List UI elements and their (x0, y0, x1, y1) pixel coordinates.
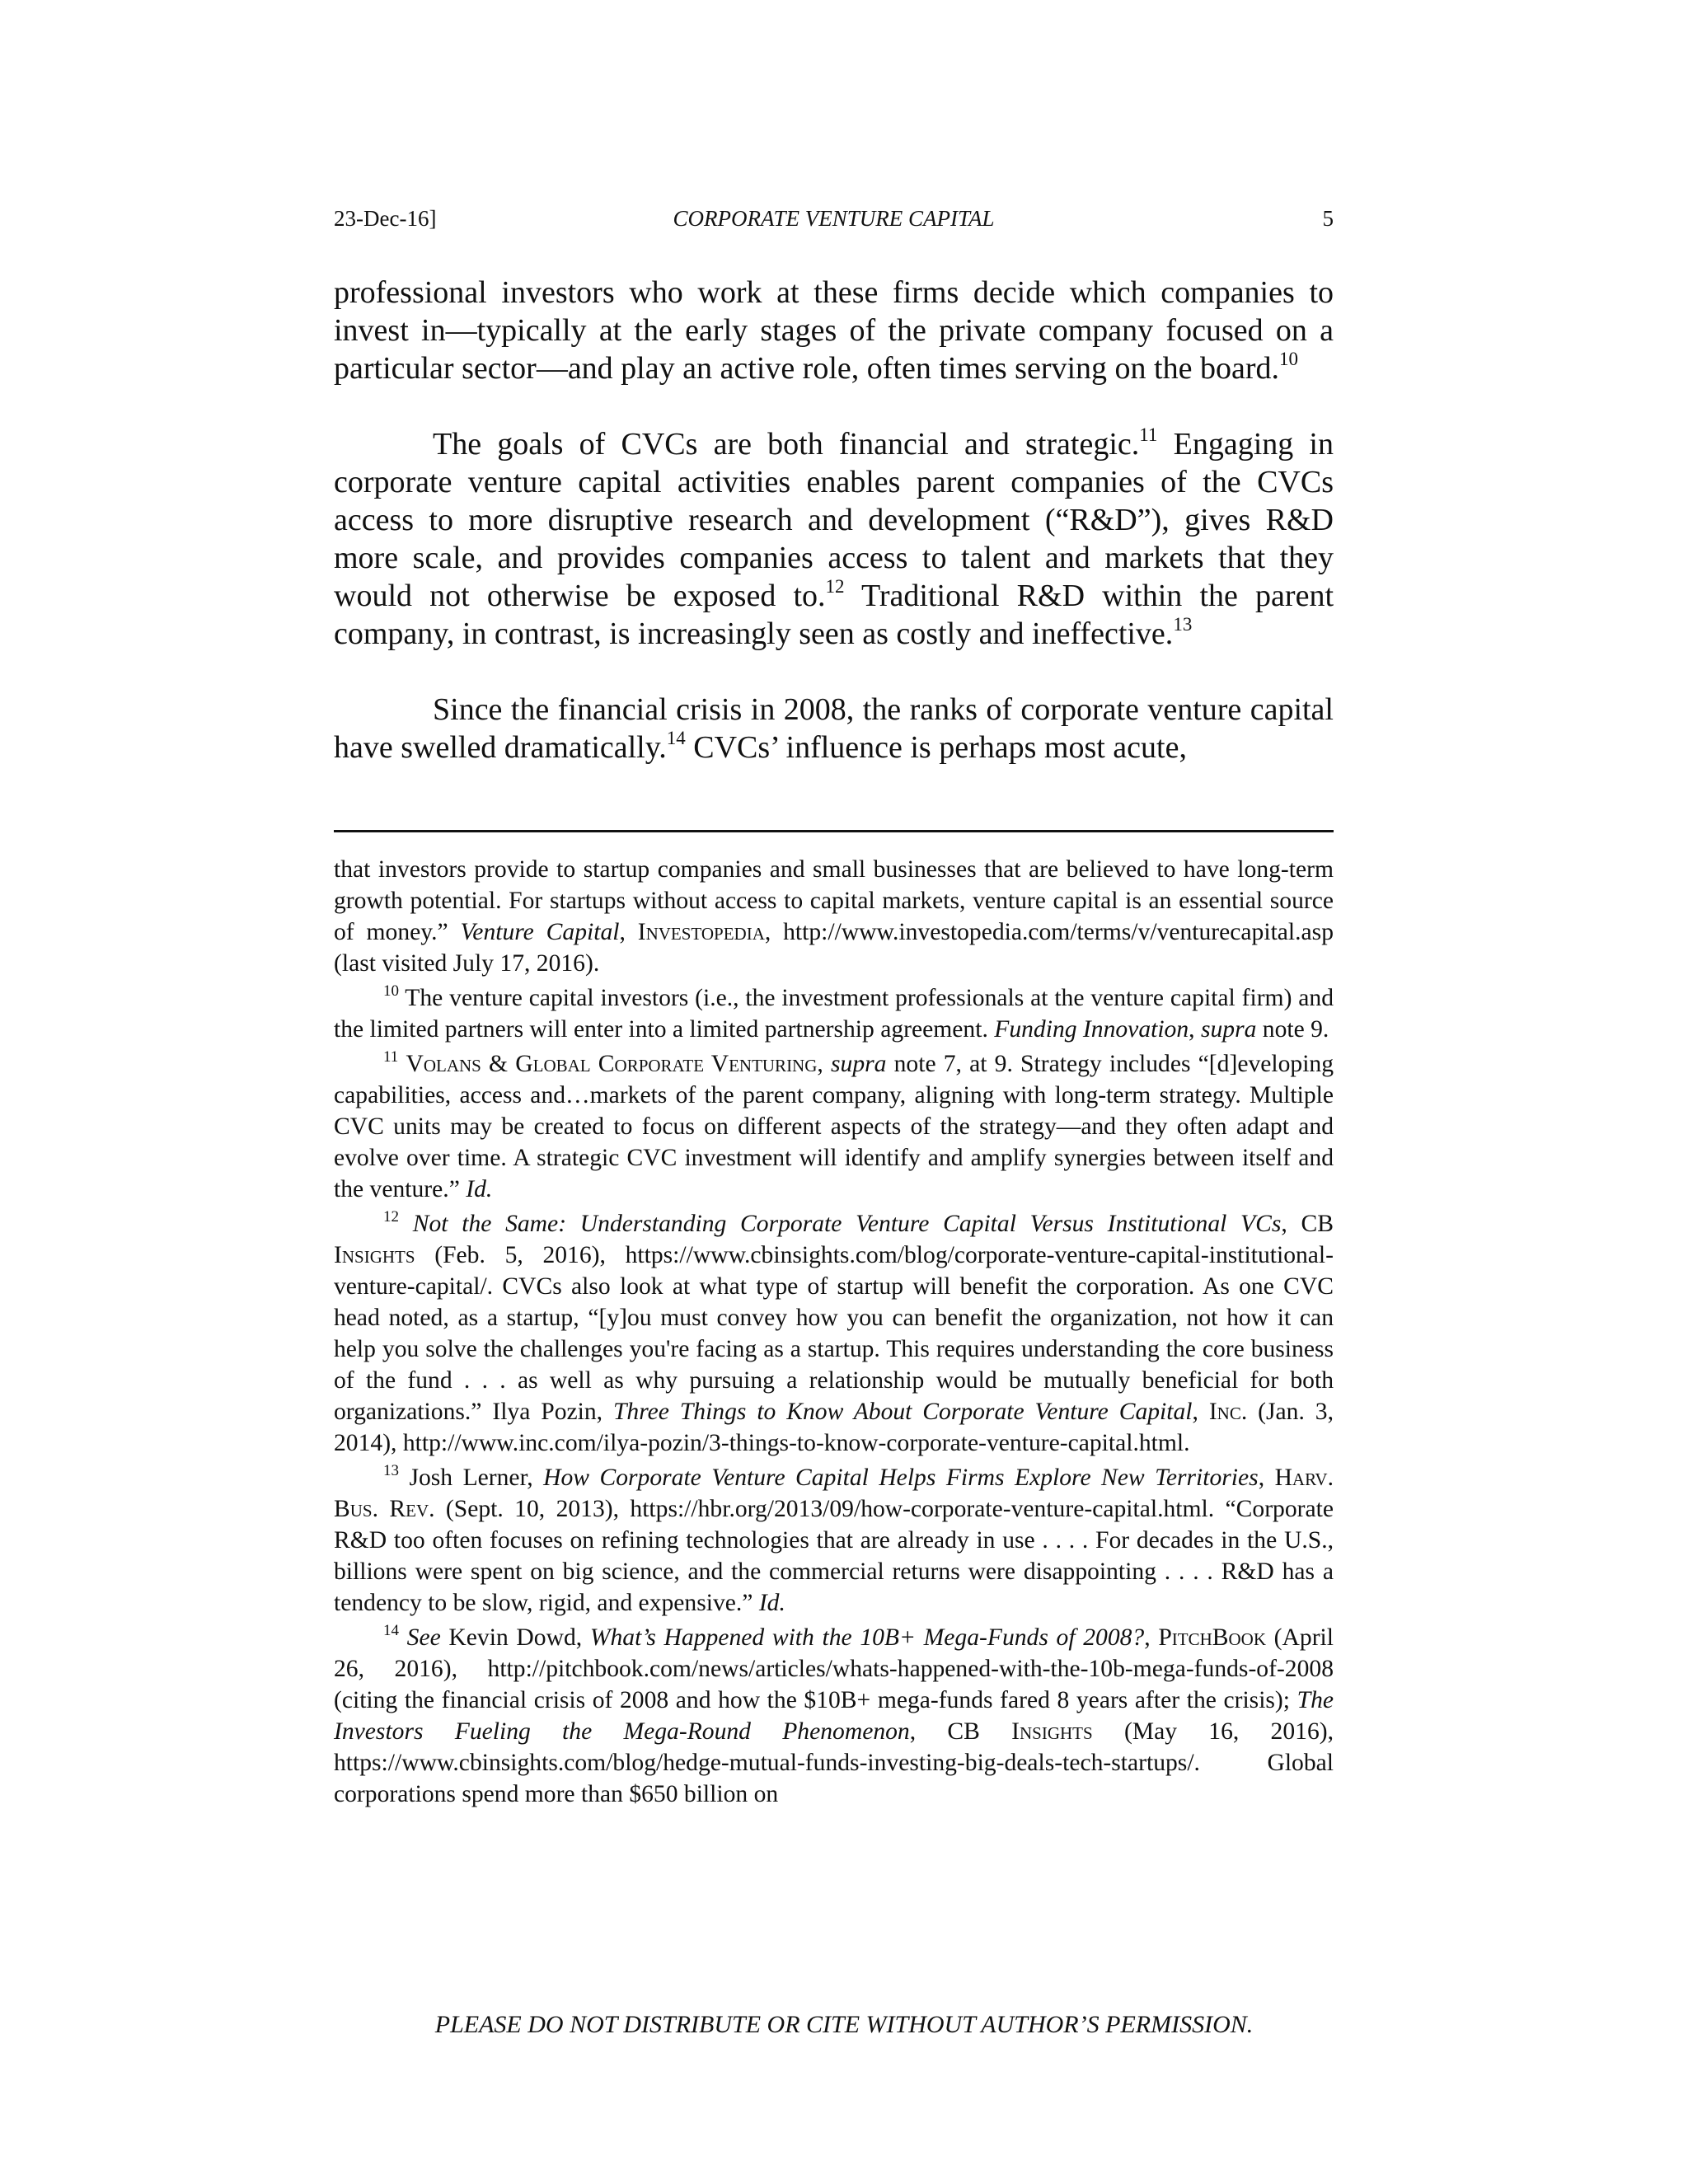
footnote-number: 11 (383, 1048, 399, 1066)
footnote-separator (334, 830, 1334, 832)
paragraph-1: professional investors who work at these firms decide which companies to invest in—typically at the early stages of the private company focused on a particular sector—and play an active role, often times serving on the board.$^{10}$ (334, 275, 1334, 386)
footnote-ref-14: 14 (666, 728, 686, 748)
footnote-13: $^{13}$ Josh Lerner, How Corporate Venture Capital Helps Firms Explore New Territories, Harv. Bus. Rev. (Sept. 10, 2013), https://hbr.org/2013/09/how-corporate-venture-capital.html. “Corporate R&D too often focuses on refining technologies that are already in use . . . . For decades in the U.S., billions were spent on big science, and the commercial returns were disappointing . . . . R&D has a tendency to be slow, rigid, and expensive.” Id. (334, 1462, 1334, 1616)
footnotes (334, 854, 1334, 1810)
main-text (334, 274, 1334, 766)
footnote-11: $^{11}$ Volans & Global Corporate Venturing, supra note 7, at 9. Strategy includes “[d]eveloping capabilities, access and…markets of the parent company, aligning with long-term strategy. Multiple CVC units may be created to focus on different aspects of the strategy—and they often adapt and evolve over time. A strategic CVC investment will identify and amplify synergies between itself and the venture.” Id. (334, 1048, 1334, 1202)
footnote-10: $^{10}$ The venture capital investors (i.e., the investment professionals at the venture capital firm) and the limited partners will enter into a limited partnership agreement. Funding Innovation, supra note 9. (334, 982, 1334, 1043)
paragraph-2: The goals of CVCs are both financial and strategic.$^{11}$ Engaging in corporate venture capital activities enables parent companies of the CVCs access to more disruptive research and development (“R&D”), gives R&D more scale, and provides companies access to talent and markets that they would not otherwise be exposed to.$^{12}$ Traditional R&D within the parent company, in contrast, is increasingly seen as costly and ineffective.$^{13}$ (334, 424, 1334, 651)
footnote-ref-12: 12 (825, 576, 845, 597)
footnote-12: $^{12}$ Not the Same: Understanding Corporate Venture Capital Versus Institutional VCs, CB Insights (Feb. 5, 2016), https://www.cbinsights.com/blog/corporate-venture-capital-institutional-venture-capital/. CVCs also look at what type of startup will benefit the corporation. As one CVC head noted, as a startup, “[y]ou must convey how you can benefit the organization, not how it can help you solve the challenges you're facing as a startup. This requires understanding the core business of the fund . . . as well as why pursuing a relationship would be mutually beneficial for both organizations.” Ilya Pozin, Three Things to Know About Corporate Venture Capital, Inc. (Jan. 3, 2014), http://www.inc.com/ilya-pozin/3-things-to-know-corporate-venture-capital.html. (334, 1208, 1334, 1456)
footnote-9-continued: that investors provide to startup companies and small businesses that are believed to have long-term growth potential. For startups without access to capital markets, venture capital is an essential source of money.” Venture Capital, Investopedia, http://www.investopedia.com/terms/v/venturecapital.asp (last visited July 17, 2016). (334, 856, 1334, 977)
running-title: CORPORATE VENTURE CAPITAL (673, 206, 995, 231)
footnote-ref-10: 10 (1278, 349, 1298, 369)
running-header (334, 206, 1334, 239)
footnote-number: 12 (383, 1208, 399, 1226)
paragraph-3: Since the financial crisis in 2008, the ranks of corporate venture capital have swelled dramatically.$^{14}$ CVCs’ influence is perhaps most acute, (334, 692, 1334, 765)
footnote-ref-11: 11 (1139, 424, 1158, 445)
footnote-number: 14 (383, 1622, 399, 1639)
footnote-ref-13: 13 (1173, 614, 1193, 635)
footnote-number: 10 (383, 982, 399, 1000)
distribution-notice: PLEASE DO NOT DISTRIBUTE OR CITE WITHOUT AUTHOR’S PERMISSION. (434, 2011, 1254, 2038)
page-number: 5 (1322, 206, 1334, 231)
footnote-number: 13 (383, 1462, 399, 1479)
footnote-14: $^{14}$ See Kevin Dowd, What’s Happened with the 10B+ Mega-Funds of 2008?, PitchBook (April 26, 2016), http://pitchbook.com/news/articles/whats-happened-with-the-10b-mega-funds-of-2008 (citing the financial crisis of 2008 and how the $10B+ mega-funds fared 8 years after the crisis); The Investors Fueling the Mega-Round Phenomenon, CB Insights (May 16, 2016), https://www.cbinsights.com/blog/hedge-mutual-funds-investing-big-deals-tech-startups/. Global corporations spend more than $650 billion on (334, 1622, 1334, 1807)
header-date: 23-Dec-16] (334, 206, 437, 231)
